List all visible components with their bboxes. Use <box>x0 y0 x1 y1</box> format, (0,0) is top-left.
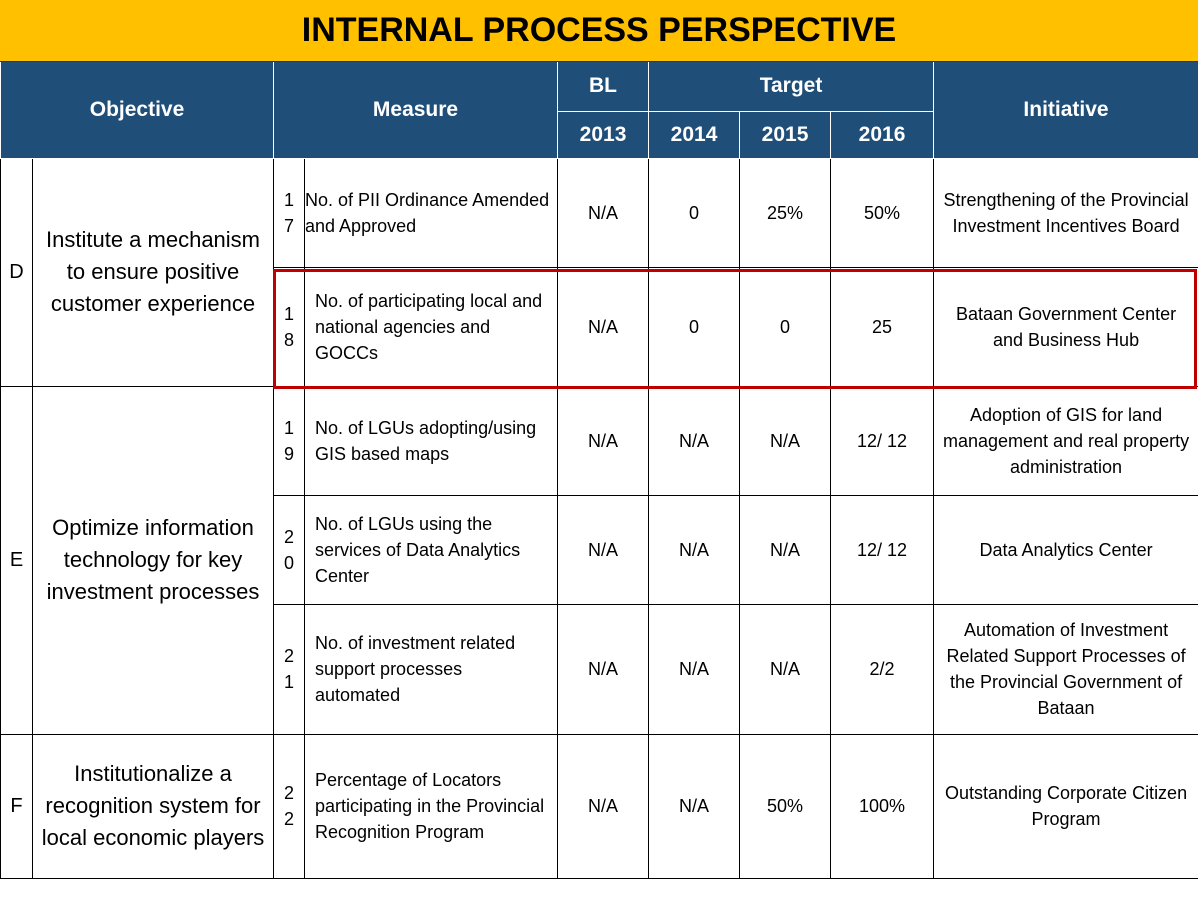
header-year: 2013 <box>558 111 649 158</box>
value-2015: 25% <box>740 158 831 267</box>
value-2014: 0 <box>649 267 740 386</box>
measure-number: 1 7 <box>274 158 305 267</box>
measure-text: No. of LGUs using the services of Data Analytics Center <box>305 495 558 604</box>
value-2013: N/A <box>558 386 649 495</box>
header-year: 2014 <box>649 111 740 158</box>
header-year: 2016 <box>831 111 934 158</box>
header-measure: Measure <box>274 62 558 158</box>
value-2016: 12/ 12 <box>831 495 934 604</box>
objective-code: E <box>1 386 33 734</box>
value-2016: 50% <box>831 158 934 267</box>
value-2013: N/A <box>558 604 649 734</box>
header-objective: Objective <box>1 62 274 158</box>
measure-text: No. of participating local and national agencies and GOCCs <box>305 267 558 386</box>
initiative-text: Bataan Government Center and Business Hub <box>934 267 1198 386</box>
objective-text: Institute a mechanism to ensure positive customer experience <box>33 158 274 386</box>
value-2015: N/A <box>740 386 831 495</box>
header-target: Target <box>649 62 934 111</box>
value-2015: N/A <box>740 495 831 604</box>
initiative-text: Automation of Investment Related Support Processes of the Provincial Government of Bataan <box>934 604 1198 734</box>
measure-number: 2 0 <box>274 495 305 604</box>
measure-number: 1 9 <box>274 386 305 495</box>
initiative-text: Adoption of GIS for land management and real property administration <box>934 386 1198 495</box>
value-2013: N/A <box>558 495 649 604</box>
value-2014: N/A <box>649 734 740 878</box>
initiative-text: Outstanding Corporate Citizen Program <box>934 734 1198 878</box>
value-2014: N/A <box>649 495 740 604</box>
header-year: 2015 <box>740 111 831 158</box>
value-2014: N/A <box>649 386 740 495</box>
value-2015: 0 <box>740 267 831 386</box>
value-2013: N/A <box>558 734 649 878</box>
measure-number: 1 8 <box>274 267 305 386</box>
scorecard-table <box>0 62 1198 879</box>
value-2016: 12/ 12 <box>831 386 934 495</box>
page-title: INTERNAL PROCESS PERSPECTIVE <box>0 0 1198 62</box>
header-initiative: Initiative <box>934 62 1198 158</box>
measure-number: 2 2 <box>274 734 305 878</box>
value-2016: 100% <box>831 734 934 878</box>
table-row <box>1 158 1198 267</box>
initiative-text: Data Analytics Center <box>934 495 1198 604</box>
objective-code: D <box>1 158 33 386</box>
header-baseline: BL <box>558 62 649 111</box>
value-2015: N/A <box>740 604 831 734</box>
value-2014: N/A <box>649 604 740 734</box>
measure-text: No. of investment related support processes automated <box>305 604 558 734</box>
value-2013: N/A <box>558 267 649 386</box>
measure-text: No. of PII Ordinance Amended and Approved <box>305 158 558 267</box>
objective-text: Optimize information technology for key investment processes <box>33 386 274 734</box>
value-2015: 50% <box>740 734 831 878</box>
table-row <box>1 734 1198 878</box>
measure-text: No. of LGUs adopting/using GIS based maps <box>305 386 558 495</box>
objective-code: F <box>1 734 33 878</box>
objective-text: Institutionalize a recognition system for local economic players <box>33 734 274 878</box>
value-2014: 0 <box>649 158 740 267</box>
measure-number: 2 1 <box>274 604 305 734</box>
value-2016: 25 <box>831 267 934 386</box>
initiative-text: Strengthening of the Provincial Investment Incentives Board <box>934 158 1198 267</box>
value-2016: 2/2 <box>831 604 934 734</box>
measure-text: Percentage of Locators participating in the Provincial Recognition Program <box>305 734 558 878</box>
table-row <box>1 386 1198 495</box>
value-2013: N/A <box>558 158 649 267</box>
